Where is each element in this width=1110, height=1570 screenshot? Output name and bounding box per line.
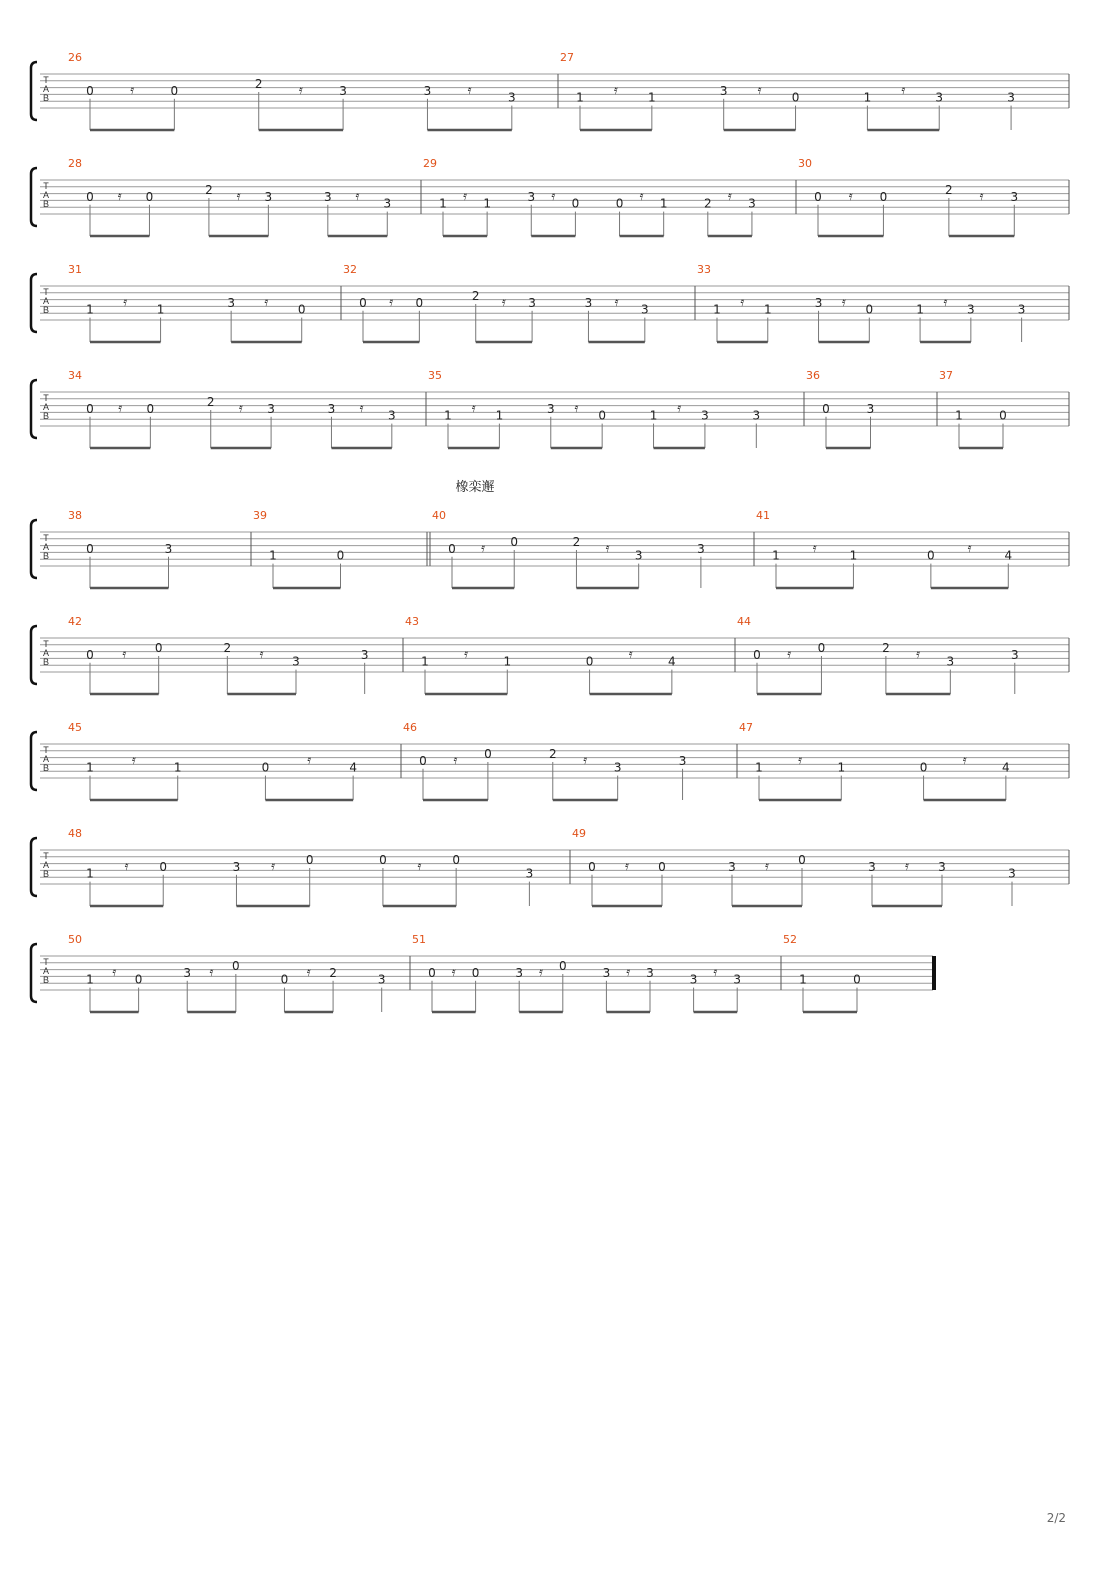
fret-number: 1 <box>439 196 447 211</box>
fret-number: 0 <box>510 535 519 549</box>
fret-number: 0 <box>753 647 761 662</box>
rest-symbol: 𝄿 <box>765 859 769 874</box>
rest-symbol: 𝄿 <box>209 965 214 980</box>
fret-number: 4 <box>349 760 357 775</box>
fret-number: 1 <box>863 90 872 105</box>
tab-clef-letter: B <box>42 199 50 209</box>
rest-symbol: 𝄿 <box>614 295 619 310</box>
rest-symbol: 𝄿 <box>112 965 117 980</box>
system-bracket <box>31 520 37 578</box>
fret-number: 3 <box>701 408 709 423</box>
fret-number: 3 <box>640 302 649 317</box>
fret-number: 0 <box>336 548 345 563</box>
fret-number: 3 <box>868 859 876 874</box>
fret-number: 0 <box>484 747 492 761</box>
rest-symbol: 𝄿 <box>481 541 486 556</box>
system-bracket <box>31 168 37 226</box>
fret-number: 1 <box>799 972 807 987</box>
fret-number: 0 <box>419 753 427 768</box>
fret-number: 1 <box>713 302 721 317</box>
fret-number: 3 <box>814 295 823 310</box>
fret-number: 0 <box>280 972 289 987</box>
measure-number: 43 <box>405 615 419 628</box>
rest-symbol: 𝄿 <box>539 965 543 980</box>
fret-number: 3 <box>613 760 622 775</box>
fret-number: 1 <box>772 548 780 563</box>
fret-number: 3 <box>967 302 975 317</box>
rest-symbol: 𝄿 <box>901 83 906 98</box>
tab-clef-letter: A <box>42 648 50 658</box>
tab-clef-letter: T <box>43 181 49 191</box>
fret-number: 3 <box>1008 866 1016 881</box>
fret-number: 0 <box>170 83 179 98</box>
fret-number: 2 <box>572 535 581 549</box>
fret-number: 1 <box>763 302 772 317</box>
measure-number: 41 <box>756 509 770 522</box>
fret-number: 0 <box>159 859 168 874</box>
tab-system <box>31 509 1069 588</box>
fret-number: 3 <box>383 196 392 211</box>
fret-number: 3 <box>689 972 698 987</box>
rest-symbol: 𝄿 <box>967 541 972 556</box>
fret-number: 1 <box>576 90 584 105</box>
measure-number: 34 <box>68 369 82 382</box>
rest-symbol: 𝄿 <box>979 189 984 204</box>
fret-number: 0 <box>379 853 387 867</box>
fret-number: 3 <box>164 541 173 556</box>
fret-number: 3 <box>183 965 192 980</box>
fret-number: 3 <box>525 866 534 881</box>
rest-symbol: 𝄿 <box>962 753 967 768</box>
rest-symbol: 𝄿 <box>625 859 629 874</box>
fret-number: 4 <box>668 654 676 669</box>
fret-number: 3 <box>1007 90 1015 105</box>
fret-number: 3 <box>264 189 273 204</box>
tab-clef-letter: B <box>42 763 50 773</box>
system-bracket <box>31 732 37 790</box>
measure-number: 38 <box>68 509 82 522</box>
fret-number: 3 <box>866 401 875 416</box>
fret-number: 2 <box>205 183 213 197</box>
rest-symbol: 𝄿 <box>905 859 909 874</box>
fret-number: 0 <box>134 972 143 987</box>
fret-number: 1 <box>648 90 656 105</box>
rest-symbol: 𝄿 <box>841 295 846 310</box>
tab-system <box>31 369 1069 448</box>
fret-number: 3 <box>546 401 555 416</box>
tab-clef-letter: B <box>42 93 50 103</box>
rest-symbol: 𝄿 <box>501 295 506 310</box>
tab-clef-letter: B <box>42 657 50 667</box>
system-bracket <box>31 274 37 332</box>
fret-number: 3 <box>292 654 300 669</box>
fret-number: 3 <box>227 295 235 310</box>
fret-number: 0 <box>471 965 480 980</box>
fret-number: 3 <box>935 90 944 105</box>
fret-number: 3 <box>946 654 955 669</box>
fret-number: 0 <box>919 760 928 775</box>
fret-number: 4 <box>1004 548 1013 563</box>
fret-number: 0 <box>798 853 806 867</box>
tab-clef-letter: T <box>43 639 49 649</box>
fret-number: 1 <box>86 866 94 881</box>
fret-number: 3 <box>423 83 432 98</box>
rest-symbol: 𝄿 <box>118 401 123 416</box>
rest-symbol: 𝄿 <box>787 647 792 662</box>
tab-system <box>31 157 1069 236</box>
fret-number: 0 <box>822 401 830 416</box>
rest-symbol: 𝄿 <box>677 401 682 416</box>
fret-number: 0 <box>585 654 594 669</box>
fret-number: 3 <box>515 965 524 980</box>
measure-number: 42 <box>68 615 82 628</box>
tab-clef-letter: B <box>42 551 50 561</box>
tab-clef-letter: A <box>42 966 50 976</box>
fret-number: 0 <box>305 853 314 867</box>
fret-number: 3 <box>360 647 369 662</box>
tab-clef-letter: A <box>42 754 50 764</box>
rest-symbol: 𝄿 <box>626 965 631 980</box>
rest-symbol: 𝄿 <box>639 189 644 204</box>
rest-symbol: 𝄿 <box>713 965 718 980</box>
fret-number: 0 <box>791 90 800 105</box>
fret-number: 0 <box>232 959 240 973</box>
fret-number: 3 <box>748 196 756 211</box>
rest-symbol: 𝄿 <box>417 859 422 874</box>
fret-number: 0 <box>415 295 424 310</box>
fret-number: 1 <box>755 760 763 775</box>
fret-number: 2 <box>206 395 215 409</box>
measure-number: 36 <box>806 369 820 382</box>
rest-symbol: 𝄿 <box>812 541 817 556</box>
tab-clef-letter: T <box>43 287 49 297</box>
fret-number: 0 <box>86 401 94 416</box>
tab-system <box>31 933 936 1012</box>
rest-symbol: 𝄿 <box>123 295 128 310</box>
rest-symbol: 𝄿 <box>124 859 129 874</box>
fret-number: 2 <box>548 747 557 761</box>
fret-number: 3 <box>719 83 728 98</box>
fret-number: 2 <box>254 77 263 91</box>
rest-symbol: 𝄿 <box>471 401 476 416</box>
fret-number: 0 <box>452 853 460 867</box>
fret-number: 1 <box>837 760 846 775</box>
tab-clef-letter: B <box>42 305 50 315</box>
fret-number: 2 <box>703 196 712 211</box>
rest-symbol: 𝄿 <box>131 753 136 768</box>
rest-symbol: 𝄿 <box>451 965 456 980</box>
fret-number: 3 <box>697 541 705 556</box>
fret-number: 1 <box>849 548 858 563</box>
rest-symbol: 𝄿 <box>583 753 588 768</box>
fret-number: 0 <box>86 189 94 204</box>
fret-number: 2 <box>223 641 232 655</box>
tab-clef-letter: A <box>42 860 50 870</box>
rest-symbol: 𝄿 <box>264 295 269 310</box>
fret-number: 1 <box>421 654 429 669</box>
tab-clef-letter: T <box>43 745 49 755</box>
fret-number: 1 <box>659 196 668 211</box>
fret-number: 1 <box>483 196 491 211</box>
fret-number: 2 <box>882 641 890 655</box>
tab-system <box>31 263 1069 342</box>
fret-number: 0 <box>571 196 580 211</box>
fret-number: 3 <box>1010 189 1019 204</box>
fret-number: 1 <box>495 408 504 423</box>
measure-number: 40 <box>432 509 446 522</box>
fret-number: 0 <box>428 965 436 980</box>
measure-number: 46 <box>403 721 417 734</box>
fret-number: 3 <box>733 972 742 987</box>
fret-number: 3 <box>339 83 347 98</box>
fret-number: 0 <box>853 972 861 987</box>
fret-number: 1 <box>86 302 94 317</box>
fret-number: 1 <box>649 408 658 423</box>
fret-number: 3 <box>634 548 643 563</box>
measure-number: 32 <box>343 263 357 276</box>
rest-symbol: 𝄿 <box>740 295 745 310</box>
tab-clef-letter: B <box>42 411 50 421</box>
fret-number: 0 <box>86 83 94 98</box>
measure-number: 31 <box>68 263 82 276</box>
measure-number: 35 <box>428 369 442 382</box>
rest-symbol: 𝄿 <box>359 401 364 416</box>
rest-symbol: 𝄿 <box>463 189 468 204</box>
fret-number: 4 <box>1002 760 1010 775</box>
tab-clef-letter: A <box>42 190 50 200</box>
rest-symbol: 𝄿 <box>298 83 303 98</box>
fret-number: 1 <box>156 302 165 317</box>
fret-number: 3 <box>528 295 536 310</box>
fret-number: 0 <box>359 295 367 310</box>
measure-number: 39 <box>253 509 267 522</box>
rest-symbol: 𝄿 <box>307 753 312 768</box>
measure-number: 29 <box>423 157 437 170</box>
fret-number: 0 <box>927 548 935 563</box>
fret-number: 0 <box>145 189 154 204</box>
rest-symbol: 𝄿 <box>355 189 360 204</box>
fret-number: 0 <box>86 541 94 556</box>
rest-symbol: 𝄿 <box>122 647 127 662</box>
rest-symbol: 𝄿 <box>271 859 276 874</box>
rest-symbol: 𝄿 <box>453 753 458 768</box>
tab-system <box>31 827 1069 906</box>
fret-number: 1 <box>916 302 924 317</box>
system-bracket <box>31 380 37 438</box>
rest-symbol: 𝄿 <box>306 965 311 980</box>
fret-number: 0 <box>154 641 163 655</box>
fret-number: 3 <box>232 859 241 874</box>
system-bracket <box>31 626 37 684</box>
fret-number: 0 <box>879 189 888 204</box>
fret-number: 3 <box>527 189 536 204</box>
fret-number: 3 <box>584 295 593 310</box>
fret-number: 0 <box>448 541 456 556</box>
tab-clef-letter: A <box>42 84 50 94</box>
measure-number: 37 <box>939 369 953 382</box>
fret-number: 3 <box>728 859 736 874</box>
rest-symbol: 𝄿 <box>605 541 610 556</box>
fret-number: 1 <box>444 408 452 423</box>
fret-number: 0 <box>297 302 306 317</box>
fret-number: 0 <box>814 189 822 204</box>
tab-clef-letter: T <box>43 393 49 403</box>
system-bracket <box>31 944 37 1002</box>
fret-number: 0 <box>86 647 94 662</box>
rest-symbol: 𝄿 <box>916 647 921 662</box>
fret-number: 0 <box>558 959 567 973</box>
tab-clef-letter: A <box>42 402 50 412</box>
fret-number: 0 <box>615 196 624 211</box>
measure-number: 52 <box>783 933 797 946</box>
fret-number: 0 <box>588 859 596 874</box>
tab-clef-letter: T <box>43 957 49 967</box>
tab-clef-letter: B <box>42 975 50 985</box>
rest-symbol: 𝄿 <box>389 295 394 310</box>
measure-number: 44 <box>737 615 751 628</box>
rest-symbol: 𝄿 <box>757 83 762 98</box>
rest-symbol: 𝄿 <box>551 189 556 204</box>
tab-clef-letter: A <box>42 542 50 552</box>
fret-number: 3 <box>387 408 396 423</box>
fret-number: 3 <box>323 189 332 204</box>
fret-number: 1 <box>173 760 182 775</box>
fret-number: 2 <box>329 965 337 980</box>
tab-clef-letter: T <box>43 75 49 85</box>
measure-number: 48 <box>68 827 82 840</box>
fret-number: 3 <box>752 408 761 423</box>
rest-symbol: 𝄿 <box>236 189 241 204</box>
rest-symbol: 𝄿 <box>943 295 948 310</box>
tab-clef-letter: T <box>43 851 49 861</box>
fret-number: 1 <box>86 972 94 987</box>
system-bracket <box>31 62 37 120</box>
fret-number: 0 <box>598 408 606 423</box>
section-label: 橡栾邂 <box>455 480 495 495</box>
fret-number: 3 <box>646 965 654 980</box>
measure-number: 49 <box>572 827 586 840</box>
tab-clef-letter: A <box>42 296 50 306</box>
fret-number: 3 <box>267 401 275 416</box>
fret-number: 3 <box>1017 302 1026 317</box>
tab-system <box>31 51 1069 130</box>
fret-number: 3 <box>1010 647 1019 662</box>
measure-number: 45 <box>68 721 82 734</box>
tab-clef-letter: B <box>42 869 50 879</box>
fret-number: 3 <box>377 972 386 987</box>
measure-number: 28 <box>68 157 82 170</box>
measure-number: 27 <box>560 51 574 64</box>
system-bracket <box>31 838 37 896</box>
fret-number: 3 <box>602 965 611 980</box>
rest-symbol: 𝄿 <box>628 647 633 662</box>
fret-number: 1 <box>86 760 94 775</box>
rest-symbol: 𝄿 <box>848 189 853 204</box>
tab-clef-letter: T <box>43 533 49 543</box>
page-number: 2/2 <box>1046 1511 1066 1525</box>
rest-symbol: 𝄿 <box>613 83 618 98</box>
tab-system <box>31 721 1069 800</box>
fret-number: 0 <box>999 408 1007 423</box>
fret-number: 0 <box>817 641 826 655</box>
measure-number: 51 <box>412 933 426 946</box>
rest-symbol: 𝄿 <box>238 401 243 416</box>
fret-number: 3 <box>678 753 687 768</box>
fret-number: 1 <box>503 654 512 669</box>
fret-number: 0 <box>865 302 874 317</box>
rest-symbol: 𝄿 <box>117 189 122 204</box>
measure-number: 26 <box>68 51 82 64</box>
measure-number: 33 <box>697 263 711 276</box>
fret-number: 1 <box>269 548 277 563</box>
rest-symbol: 𝄿 <box>259 647 264 662</box>
fret-number: 3 <box>507 90 516 105</box>
rest-symbol: 𝄿 <box>798 753 803 768</box>
rest-symbol: 𝄿 <box>467 83 472 98</box>
fret-number: 2 <box>471 289 480 303</box>
final-barline <box>932 956 936 990</box>
rest-symbol: 𝄿 <box>464 647 469 662</box>
fret-number: 0 <box>146 401 155 416</box>
rest-symbol: 𝄿 <box>574 401 579 416</box>
measure-number: 50 <box>68 933 82 946</box>
rest-symbol: 𝄿 <box>130 83 135 98</box>
fret-number: 2 <box>945 183 953 197</box>
fret-number: 1 <box>955 408 963 423</box>
fret-number: 3 <box>327 401 336 416</box>
fret-number: 3 <box>938 859 946 874</box>
measure-number: 47 <box>739 721 753 734</box>
fret-number: 0 <box>658 859 666 874</box>
fret-number: 0 <box>261 760 270 775</box>
measure-number: 30 <box>798 157 812 170</box>
rest-symbol: 𝄿 <box>727 189 732 204</box>
tab-system <box>31 615 1069 694</box>
